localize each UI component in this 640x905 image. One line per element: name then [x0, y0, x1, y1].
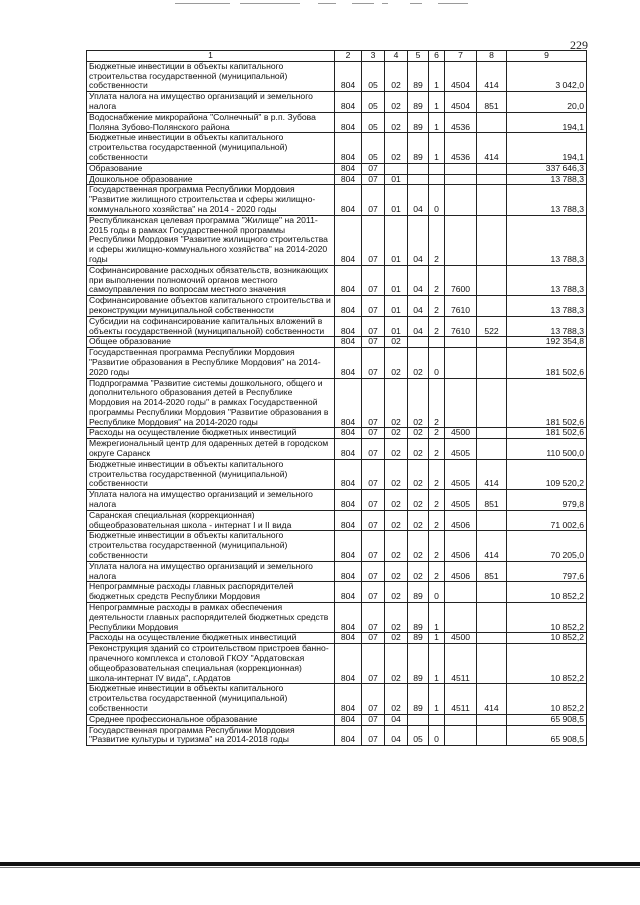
scan-border-bottom-shadow	[0, 867, 640, 868]
cell-name: Реконструкция зданий со строительством пристроев банно-прачечного комплекса и столовой ГКОУ "Ардатовская общеобразовательная специальная (коррекционная) школа-интернат IV вида", г.Ардатов	[87, 644, 335, 684]
cell-expense-type	[477, 378, 507, 428]
cell-name: Саранская специальная (коррекционная) общеобразовательная школа - интернат I и II вида	[87, 510, 335, 531]
header-col-8: 8	[477, 51, 507, 62]
cell-subprogram: 2	[429, 215, 445, 265]
cell-amount: 337 646,3	[507, 163, 587, 174]
cell-section: 07	[362, 490, 385, 511]
cell-amount: 797,6	[507, 561, 587, 582]
cell-amount: 10 852,2	[507, 603, 587, 633]
header-col-2: 2	[335, 51, 362, 62]
cell-subprogram: 1	[429, 633, 445, 644]
cell-name: Общее образование	[87, 337, 335, 348]
cell-subsection: 02	[385, 684, 408, 714]
cell-ministry-code: 804	[335, 92, 362, 113]
cell-ministry-code: 804	[335, 296, 362, 317]
cell-ministry-code: 804	[335, 531, 362, 561]
cell-target-item	[445, 337, 477, 348]
cell-amount: 10 852,2	[507, 633, 587, 644]
cell-program: 89	[408, 582, 429, 603]
cell-expense-type	[477, 185, 507, 215]
cell-ministry-code: 804	[335, 490, 362, 511]
cell-subsection: 02	[385, 603, 408, 633]
cell-subprogram	[429, 337, 445, 348]
cell-subsection: 02	[385, 531, 408, 561]
cell-expense-type	[477, 296, 507, 317]
cell-program: 89	[408, 684, 429, 714]
cell-name: Подпрограмма "Развитие системы дошкольного, общего и дополнительного образования детей в Республике Мордовия на 2014-2020 годы" в рамках Государственной программы Республики Мордовия "Развитие образования в Республике Мордовия" на 2014-2020 годы	[87, 378, 335, 428]
cell-subsection: 02	[385, 439, 408, 460]
cell-name: Государственная программа Республики Мордовия "Развитие жилищного строительства и сферы жилищно-коммунального хозяйства" на 2014 - 2020 годы	[87, 185, 335, 215]
cell-ministry-code: 804	[335, 510, 362, 531]
cell-target-item	[445, 603, 477, 633]
cell-target-item: 4505	[445, 439, 477, 460]
cell-ministry-code: 804	[335, 316, 362, 337]
table-row	[87, 348, 587, 378]
cell-expense-type	[477, 215, 507, 265]
cell-target-item: 4511	[445, 644, 477, 684]
cell-ministry-code: 804	[335, 603, 362, 633]
cell-subsection: 02	[385, 112, 408, 133]
cell-ministry-code: 804	[335, 684, 362, 714]
cell-section: 05	[362, 112, 385, 133]
cell-subprogram: 1	[429, 133, 445, 163]
cell-ministry-code: 804	[335, 174, 362, 185]
cell-expense-type	[477, 337, 507, 348]
cell-section: 07	[362, 714, 385, 725]
cell-subsection: 04	[385, 714, 408, 725]
cell-program: 02	[408, 561, 429, 582]
cell-ministry-code: 804	[335, 61, 362, 91]
table-row	[87, 265, 587, 295]
cell-amount: 110 500,0	[507, 439, 587, 460]
header-col-6: 6	[429, 51, 445, 62]
cell-program: 04	[408, 185, 429, 215]
cell-program	[408, 714, 429, 725]
cell-amount: 13 788,3	[507, 174, 587, 185]
cell-subsection: 02	[385, 561, 408, 582]
cell-subprogram: 2	[429, 439, 445, 460]
table-row	[87, 582, 587, 603]
header-col-7: 7	[445, 51, 477, 62]
cell-subsection: 01	[385, 265, 408, 295]
cell-subsection: 02	[385, 582, 408, 603]
scan-border-bottom	[0, 862, 640, 866]
table-row	[87, 112, 587, 133]
cell-amount: 13 788,3	[507, 316, 587, 337]
cell-ministry-code: 804	[335, 633, 362, 644]
cell-target-item: 7610	[445, 296, 477, 317]
cell-target-item: 4505	[445, 459, 477, 489]
cell-subprogram	[429, 163, 445, 174]
cell-program: 89	[408, 603, 429, 633]
cell-name: Непрограммные расходы главных распорядителей бюджетных средств Республики Мордовия	[87, 582, 335, 603]
cell-ministry-code: 804	[335, 112, 362, 133]
cell-subsection: 02	[385, 633, 408, 644]
cell-section: 07	[362, 510, 385, 531]
cell-expense-type	[477, 174, 507, 185]
cell-name: Субсидии на софинансирование капитальных вложений в объекты государственной (муниципальной) собственности	[87, 316, 335, 337]
cell-subsection: 02	[385, 348, 408, 378]
cell-expense-type: 522	[477, 316, 507, 337]
cell-section: 07	[362, 684, 385, 714]
cell-subprogram: 2	[429, 265, 445, 295]
cell-amount: 109 520,2	[507, 459, 587, 489]
cell-section: 07	[362, 633, 385, 644]
budget-table	[86, 50, 587, 746]
cell-name: Республиканская целевая программа "Жилище" на 2011-2015 годы в рамках Государственной программы Республики Мордовия "Развитие жилищного строительства и сферы жилищно-коммунального хозяйства" на 2014-2020 годы	[87, 215, 335, 265]
cell-amount: 20,0	[507, 92, 587, 113]
header-col-5: 5	[408, 51, 429, 62]
cell-subprogram: 2	[429, 510, 445, 531]
cell-ministry-code: 804	[335, 133, 362, 163]
cell-section: 07	[362, 428, 385, 439]
cell-target-item: 4506	[445, 510, 477, 531]
cell-ministry-code: 804	[335, 644, 362, 684]
table-row	[87, 428, 587, 439]
cell-subprogram: 0	[429, 185, 445, 215]
cell-program: 89	[408, 133, 429, 163]
cell-program: 02	[408, 428, 429, 439]
table-row	[87, 174, 587, 185]
cell-target-item	[445, 215, 477, 265]
cell-target-item: 4511	[445, 684, 477, 714]
table-row	[87, 316, 587, 337]
cell-amount: 10 852,2	[507, 684, 587, 714]
cell-expense-type	[477, 725, 507, 746]
cell-expense-type: 851	[477, 490, 507, 511]
table-row	[87, 603, 587, 633]
table-header-row	[87, 51, 587, 62]
cell-amount: 3 042,0	[507, 61, 587, 91]
cell-target-item: 4505	[445, 490, 477, 511]
page-number: 229	[570, 38, 588, 52]
cell-program	[408, 174, 429, 185]
cell-program: 02	[408, 378, 429, 428]
header-col-3: 3	[362, 51, 385, 62]
cell-program: 02	[408, 510, 429, 531]
cell-amount: 13 788,3	[507, 265, 587, 295]
table-row	[87, 163, 587, 174]
cell-section: 07	[362, 459, 385, 489]
cell-ministry-code: 804	[335, 215, 362, 265]
cell-ministry-code: 804	[335, 582, 362, 603]
cell-name: Бюджетные инвестиции в объекты капитального строительства государственной (муниципальной) собственности	[87, 531, 335, 561]
cell-name: Бюджетные инвестиции в объекты капитального строительства государственной (муниципальной) собственности	[87, 133, 335, 163]
cell-section: 07	[362, 378, 385, 428]
cell-ministry-code: 804	[335, 378, 362, 428]
cell-program: 05	[408, 725, 429, 746]
table-row	[87, 215, 587, 265]
cell-expense-type	[477, 582, 507, 603]
cell-name: Софинансирование расходных обязательств, возникающих при выполнении полномочий органов местного самоуправления по вопросам местного значения	[87, 265, 335, 295]
cell-program	[408, 337, 429, 348]
cell-amount: 192 354,8	[507, 337, 587, 348]
cell-ministry-code: 804	[335, 265, 362, 295]
table-row	[87, 633, 587, 644]
cell-subprogram: 2	[429, 459, 445, 489]
cell-amount: 181 502,6	[507, 428, 587, 439]
cell-subprogram: 1	[429, 684, 445, 714]
cell-name: Среднее профессиональное образование	[87, 714, 335, 725]
table-body	[87, 61, 587, 745]
cell-section: 07	[362, 348, 385, 378]
cell-name: Образование	[87, 163, 335, 174]
cell-amount: 979,8	[507, 490, 587, 511]
cell-amount: 13 788,3	[507, 296, 587, 317]
cell-expense-type: 414	[477, 531, 507, 561]
cell-subprogram: 2	[429, 531, 445, 561]
cell-program: 04	[408, 215, 429, 265]
cell-name: Бюджетные инвестиции в объекты капитального строительства государственной (муниципальной) собственности	[87, 459, 335, 489]
cell-target-item	[445, 714, 477, 725]
cell-ministry-code: 804	[335, 439, 362, 460]
cell-name: Уплата налога на имущество организаций и земельного налога	[87, 92, 335, 113]
cell-subprogram: 2	[429, 428, 445, 439]
cell-program	[408, 163, 429, 174]
cell-program: 02	[408, 348, 429, 378]
cell-section: 07	[362, 531, 385, 561]
cell-expense-type: 851	[477, 92, 507, 113]
table-row	[87, 725, 587, 746]
cell-target-item	[445, 185, 477, 215]
cell-subsection: 02	[385, 133, 408, 163]
table-row	[87, 490, 587, 511]
cell-amount: 10 852,2	[507, 644, 587, 684]
cell-section: 07	[362, 337, 385, 348]
cell-subprogram: 2	[429, 378, 445, 428]
cell-program: 04	[408, 316, 429, 337]
cell-name: Бюджетные инвестиции в объекты капитального строительства государственной (муниципальной) собственности	[87, 684, 335, 714]
cell-name: Расходы на осуществление бюджетных инвестиций	[87, 633, 335, 644]
cell-subsection: 02	[385, 490, 408, 511]
header-col-1: 1	[87, 51, 335, 62]
cell-section: 05	[362, 92, 385, 113]
cell-ministry-code: 804	[335, 714, 362, 725]
cell-subprogram: 1	[429, 112, 445, 133]
cell-amount: 194,1	[507, 133, 587, 163]
cell-subsection: 02	[385, 92, 408, 113]
cell-expense-type	[477, 428, 507, 439]
cell-program: 02	[408, 490, 429, 511]
table-row	[87, 684, 587, 714]
cell-program: 02	[408, 531, 429, 561]
cell-expense-type	[477, 163, 507, 174]
cell-subprogram	[429, 174, 445, 185]
cell-subprogram: 1	[429, 92, 445, 113]
cell-expense-type	[477, 348, 507, 378]
cell-expense-type: 414	[477, 61, 507, 91]
cell-expense-type: 414	[477, 684, 507, 714]
table-row	[87, 644, 587, 684]
table-row	[87, 510, 587, 531]
table-row	[87, 561, 587, 582]
cell-section: 07	[362, 185, 385, 215]
cell-program: 04	[408, 265, 429, 295]
cell-program: 04	[408, 296, 429, 317]
cell-expense-type: 851	[477, 561, 507, 582]
cell-subprogram: 1	[429, 603, 445, 633]
cell-subsection: 01	[385, 174, 408, 185]
cell-expense-type	[477, 644, 507, 684]
cell-ministry-code: 804	[335, 459, 362, 489]
cell-subprogram: 1	[429, 61, 445, 91]
cell-subprogram	[429, 714, 445, 725]
cell-target-item: 4536	[445, 133, 477, 163]
cell-section: 07	[362, 296, 385, 317]
table-row	[87, 133, 587, 163]
cell-subsection: 02	[385, 337, 408, 348]
cell-name: Государственная программа Республики Мордовия "Развитие образования в Республике Мордовия" на 2014-2020 годы	[87, 348, 335, 378]
cell-amount: 65 908,5	[507, 714, 587, 725]
header-col-4: 4	[385, 51, 408, 62]
cell-target-item	[445, 163, 477, 174]
cell-expense-type	[477, 714, 507, 725]
cell-expense-type	[477, 603, 507, 633]
cell-section: 07	[362, 644, 385, 684]
cell-section: 07	[362, 582, 385, 603]
table-row	[87, 714, 587, 725]
cell-target-item	[445, 725, 477, 746]
cell-subprogram: 2	[429, 316, 445, 337]
cell-section: 07	[362, 725, 385, 746]
cell-ministry-code: 804	[335, 163, 362, 174]
cell-subprogram: 0	[429, 348, 445, 378]
cell-name: Софинансирование объектов капитального строительства и реконструкции муниципальной собственности	[87, 296, 335, 317]
table-row	[87, 531, 587, 561]
cell-subsection: 02	[385, 644, 408, 684]
cell-expense-type: 414	[477, 133, 507, 163]
cell-program: 89	[408, 92, 429, 113]
table-row	[87, 61, 587, 91]
cell-subsection: 02	[385, 510, 408, 531]
cell-expense-type	[477, 633, 507, 644]
cell-target-item: 4500	[445, 428, 477, 439]
cell-section: 07	[362, 561, 385, 582]
cell-ministry-code: 804	[335, 185, 362, 215]
cell-name: Уплата налога на имущество организаций и земельного налога	[87, 561, 335, 582]
cell-name: Уплата налога на имущество организаций и земельного налога	[87, 490, 335, 511]
cell-subprogram: 2	[429, 561, 445, 582]
cell-expense-type	[477, 112, 507, 133]
cell-expense-type	[477, 510, 507, 531]
cell-section: 07	[362, 265, 385, 295]
cell-program: 89	[408, 633, 429, 644]
cell-name: Межрегиональный центр для одаренных детей в городском округе Саранск	[87, 439, 335, 460]
cell-target-item: 7600	[445, 265, 477, 295]
cell-target-item: 7610	[445, 316, 477, 337]
cell-name: Дошкольное образование	[87, 174, 335, 185]
cell-subprogram: 1	[429, 644, 445, 684]
cell-amount: 70 205,0	[507, 531, 587, 561]
cell-section: 07	[362, 163, 385, 174]
cell-target-item	[445, 348, 477, 378]
table-row	[87, 92, 587, 113]
table-row	[87, 459, 587, 489]
cell-name: Непрограммные расходы в рамках обеспечения деятельности главных распорядителей бюджетных средств Республики Мордовия	[87, 603, 335, 633]
table-row	[87, 378, 587, 428]
cell-amount: 181 502,6	[507, 378, 587, 428]
cell-name: Водоснабжение микрорайона "Солнечный" в р.п. Зубова Поляна Зубово-Полянского района	[87, 112, 335, 133]
cell-section: 07	[362, 215, 385, 265]
cell-ministry-code: 804	[335, 337, 362, 348]
cell-target-item: 4506	[445, 531, 477, 561]
cell-program: 02	[408, 439, 429, 460]
cell-expense-type	[477, 265, 507, 295]
cell-program: 02	[408, 459, 429, 489]
cell-subsection: 01	[385, 215, 408, 265]
cell-name: Расходы на осуществление бюджетных инвестиций	[87, 428, 335, 439]
cell-ministry-code: 804	[335, 725, 362, 746]
cell-expense-type	[477, 439, 507, 460]
cell-ministry-code: 804	[335, 561, 362, 582]
cell-subsection: 01	[385, 296, 408, 317]
cell-amount: 13 788,3	[507, 185, 587, 215]
cell-subsection	[385, 163, 408, 174]
cell-subsection: 02	[385, 428, 408, 439]
cell-target-item	[445, 582, 477, 603]
cell-subprogram: 0	[429, 725, 445, 746]
cell-name: Бюджетные инвестиции в объекты капитального строительства государственной (муниципальной) собственности	[87, 61, 335, 91]
cell-amount: 13 788,3	[507, 215, 587, 265]
cell-section: 05	[362, 133, 385, 163]
cell-subprogram: 0	[429, 582, 445, 603]
scan-artifact-top	[0, 3, 640, 7]
cell-subsection: 01	[385, 316, 408, 337]
cell-subprogram: 2	[429, 490, 445, 511]
cell-program: 89	[408, 61, 429, 91]
cell-subsection: 04	[385, 725, 408, 746]
cell-expense-type: 414	[477, 459, 507, 489]
cell-target-item	[445, 378, 477, 428]
cell-subsection: 02	[385, 378, 408, 428]
cell-subsection: 02	[385, 61, 408, 91]
cell-target-item	[445, 174, 477, 185]
cell-program: 89	[408, 112, 429, 133]
cell-amount: 181 502,6	[507, 348, 587, 378]
table-row	[87, 296, 587, 317]
table-row	[87, 439, 587, 460]
cell-subprogram: 2	[429, 296, 445, 317]
cell-target-item: 4500	[445, 633, 477, 644]
cell-section: 07	[362, 439, 385, 460]
cell-subsection: 01	[385, 185, 408, 215]
cell-subsection: 02	[385, 459, 408, 489]
cell-target-item: 4506	[445, 561, 477, 582]
cell-ministry-code: 804	[335, 428, 362, 439]
cell-ministry-code: 804	[335, 348, 362, 378]
cell-amount: 65 908,5	[507, 725, 587, 746]
header-col-9: 9	[507, 51, 587, 62]
cell-amount: 10 852,2	[507, 582, 587, 603]
table-row	[87, 185, 587, 215]
cell-program: 89	[408, 644, 429, 684]
cell-amount: 71 002,6	[507, 510, 587, 531]
cell-section: 07	[362, 603, 385, 633]
cell-target-item: 4504	[445, 92, 477, 113]
cell-target-item: 4536	[445, 112, 477, 133]
cell-section: 07	[362, 174, 385, 185]
cell-target-item: 4504	[445, 61, 477, 91]
cell-name: Государственная программа Республики Мордовия "Развитие культуры и туризма" на 2014-2018 годы	[87, 725, 335, 746]
cell-section: 07	[362, 316, 385, 337]
cell-amount: 194,1	[507, 112, 587, 133]
cell-section: 05	[362, 61, 385, 91]
table-row	[87, 337, 587, 348]
